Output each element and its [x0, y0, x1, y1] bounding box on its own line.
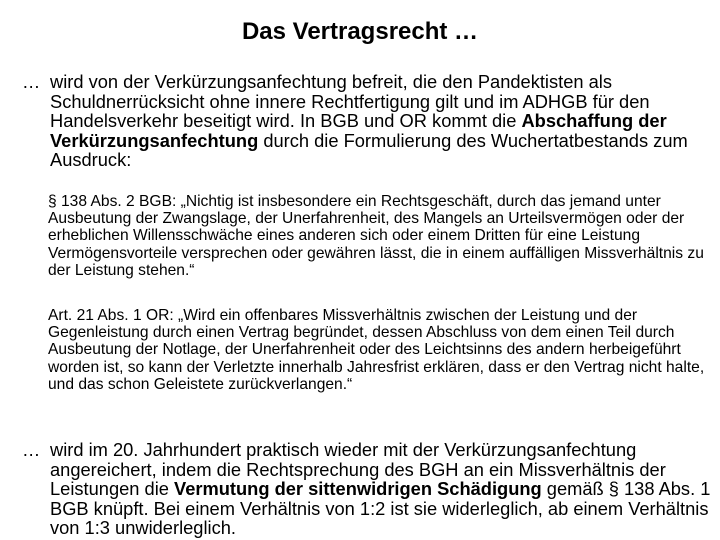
bullet-text-2-bold: Vermutung der sittenwidrigen Schädigung	[174, 478, 542, 500]
bullet-item-2	[22, 440, 712, 538]
bullet-text-1-part2: durch die Formulierung des Wuchertatbestands zum Ausdruck:	[50, 129, 688, 171]
quote-or-21: Art. 21 Abs. 1 OR: „Wird ein offenbares Missverhältnis zwischen der Leistung und der Gegenleistung durch einen Vertrag begründet, dessen Abschluss von dem einen Teil durch Ausbeutung der Notlage, der Unerfahrenheit oder des Leichtsinns des andern herbeigeführt worden ist, so kann der Verletzte innerhalb Jahresfrist erklären, dass er den Vertrag nicht halte, und das schon Geleistete zurückverlangen.“	[48, 307, 705, 393]
bullet-text-1	[50, 72, 712, 170]
bullet-text-1-bold: Abschaffung der Verkürzungsanfechtung	[50, 110, 667, 151]
bullet-marker: …	[22, 439, 41, 460]
bullet-item-1	[22, 72, 712, 170]
bullet-text-2	[50, 440, 712, 538]
bullet-text-1-part1: wird von der Verkürzungsanfechtung befreit, die den Pandektisten als Schuldnerrücksicht ohne innere Rechtfertigung gilt und im ADHGB für den Handelsverkehr beseitigt wird. In BGB und OR kommt die	[50, 71, 650, 132]
slide-title: Das Vertragsrecht …	[241, 18, 479, 45]
quote-bgb-138: § 138 Abs. 2 BGB: „Nichtig ist insbesondere ein Rechtsgeschäft, durch das jemand unter Ausbeutung der Zwangslage, der Unerfahrenheit, des Mangels an Urteilsvermögen oder der erheblichen Willensschwäche eines anderen sich oder einem Dritten für eine Leistung Vermögensvorteile versprechen oder gewähren lässt, die in einem auffälligen Missverhältnis zu der Leistung stehen.“	[48, 193, 704, 279]
bullet-marker: …	[22, 71, 41, 92]
bullet-text-2-part2: gemäß § 138 Abs. 1 BGB knüpft. Bei einem Verhältnis von 1:2 ist sie widerleglich, ab einem Verhältnis von 1:3 unwiderleglich.	[50, 478, 711, 539]
bullet-text-2-part1: wird im 20. Jahrhundert praktisch wieder mit der Verkürzungsanfechtung angereichert, indem die Rechtsprechung des BGH an ein Missverhältnis der Leistungen die	[50, 439, 666, 500]
